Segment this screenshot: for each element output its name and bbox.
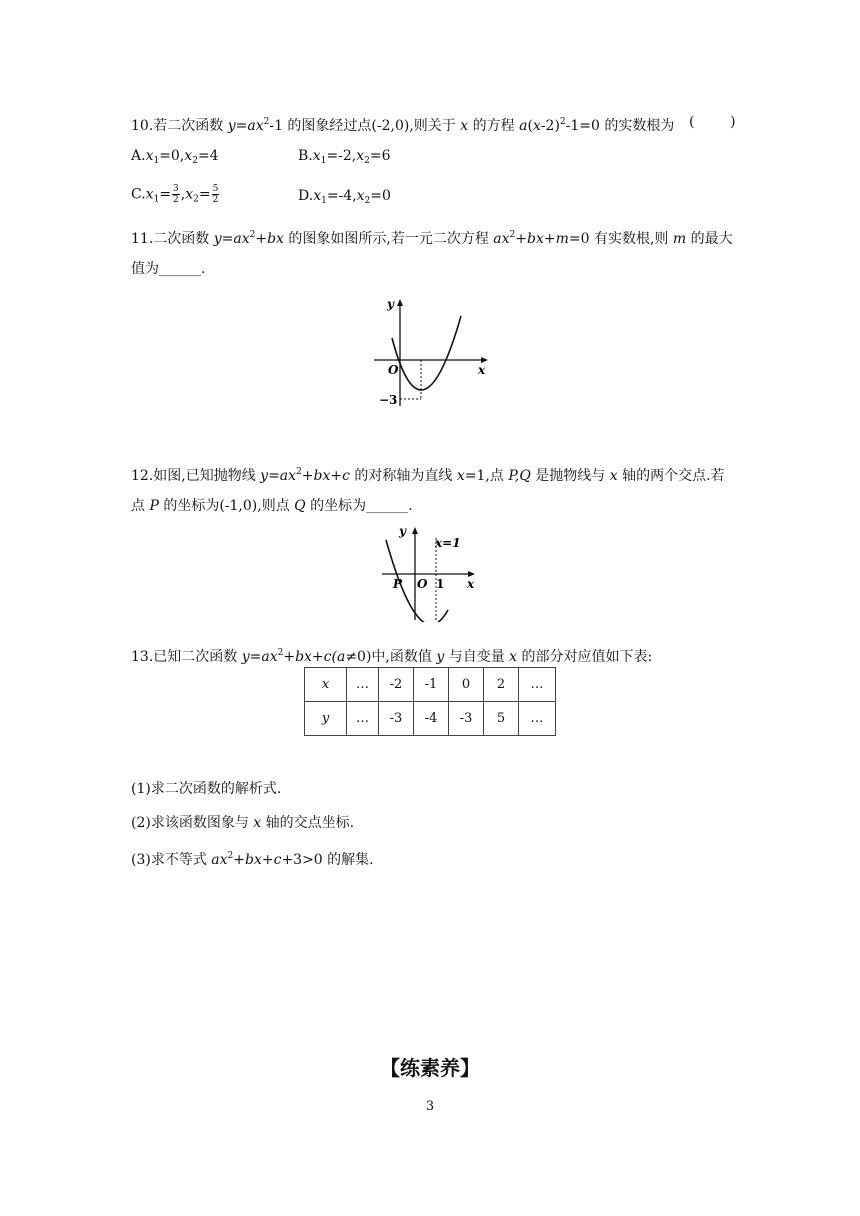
y-axis-label: y [387,297,394,311]
q11-parabola-graph [370,294,490,410]
table-cell: -4 [414,702,449,736]
q12-number: 12. [131,468,154,484]
table-cell: -2 [379,668,414,702]
page-number: 3 [425,1099,435,1114]
q10-stem: 10.若二次函数 $y=ax^2-1$ 的图象经过点(-2,0),则关于 x 的方程 $a(x-2)^2-1=0$ 的实数根为 [131,117,675,134]
value-table [304,667,556,736]
x-axis-label: x [478,363,486,377]
q13-stem: 13.已知二次函数 $y=ax^2+bx+c(a\ne 0)$中,函数值 y 与自变量 x 的部分对应值如下表: [131,648,653,665]
q11-number: 11. [131,231,154,247]
table-cell: … [519,668,556,702]
table-cell: -3 [449,702,484,736]
q10-option-a: $A.x_1=0,x_2=4$ [131,148,219,166]
symmetry-axis-label: x=1 [435,536,461,550]
min-value-label: −3 [379,393,398,407]
q10-option-b: $B.x_1=-2,x_2=6$ [298,148,391,166]
q12-parabola-graph [380,522,480,622]
y-axis-arrow [397,299,403,306]
section-heading: 【练素养】 [380,1056,480,1080]
table-cell: 5 [484,702,519,736]
q13-subquestion-2: (2)求该函数图象与 x 轴的交点坐标. [131,815,355,831]
table-cell: -1 [414,668,449,702]
q11-stem: 11.二次函数 $y=ax^2+bx$ 的图象如图所示,若一元二次方程 $ax^2+bx+m=0$ 有实数根,则 m 的最大 [131,230,733,247]
tick-one-label: 1 [436,577,445,591]
table-cell: 2 [484,668,519,702]
fraction-5-2: $\frac{5}{2}$ [212,184,219,205]
origin-label: O [417,577,428,591]
y-axis-label: y [399,524,406,538]
q10-number: 10. [131,118,154,134]
table-row [305,668,556,702]
q13-number: 13. [131,649,154,665]
table-cell: -3 [379,702,414,736]
origin-label: O [388,363,399,377]
q12-stem: 12.如图,已知抛物线 $y=ax^2+bx+c$ 的对称轴为直线 x=1,点 P,Q 是抛物线与 x 轴的两个交点.若 [131,467,725,484]
table-cell: x [305,668,347,702]
table-row [305,702,556,736]
fraction-3-2: $\frac{3}{2}$ [173,184,179,205]
q13-subquestion-1: (1)求二次函数的解析式. [131,781,282,797]
table-cell: … [347,702,379,736]
q13-subquestion-3: (3)求不等式 $ax^2+bx+c+3>0$ 的解集. [131,851,374,868]
table-cell: … [347,668,379,702]
parabola-curve [392,316,461,390]
y-axis-arrow [412,527,418,534]
point-p-label: P [393,577,403,591]
q10-option-d: $D.x_1=-4,x_2=0$ [298,188,391,206]
table-cell: … [519,702,556,736]
x-axis-label: x [467,577,475,591]
q11-stem-line2: 值为______. [131,261,206,277]
table-cell: y [305,702,347,736]
q10-answer-paren: ( ) [689,114,736,130]
table-cell: 0 [449,668,484,702]
q10-option-c: $C.x_1=$ $\frac{3}{2}$ $,x_2=$ $\frac{5}{2}$ [131,184,219,205]
q12-stem-line2: 点 P 的坐标为(-1,0),则点 Q 的坐标为______. [131,498,413,514]
